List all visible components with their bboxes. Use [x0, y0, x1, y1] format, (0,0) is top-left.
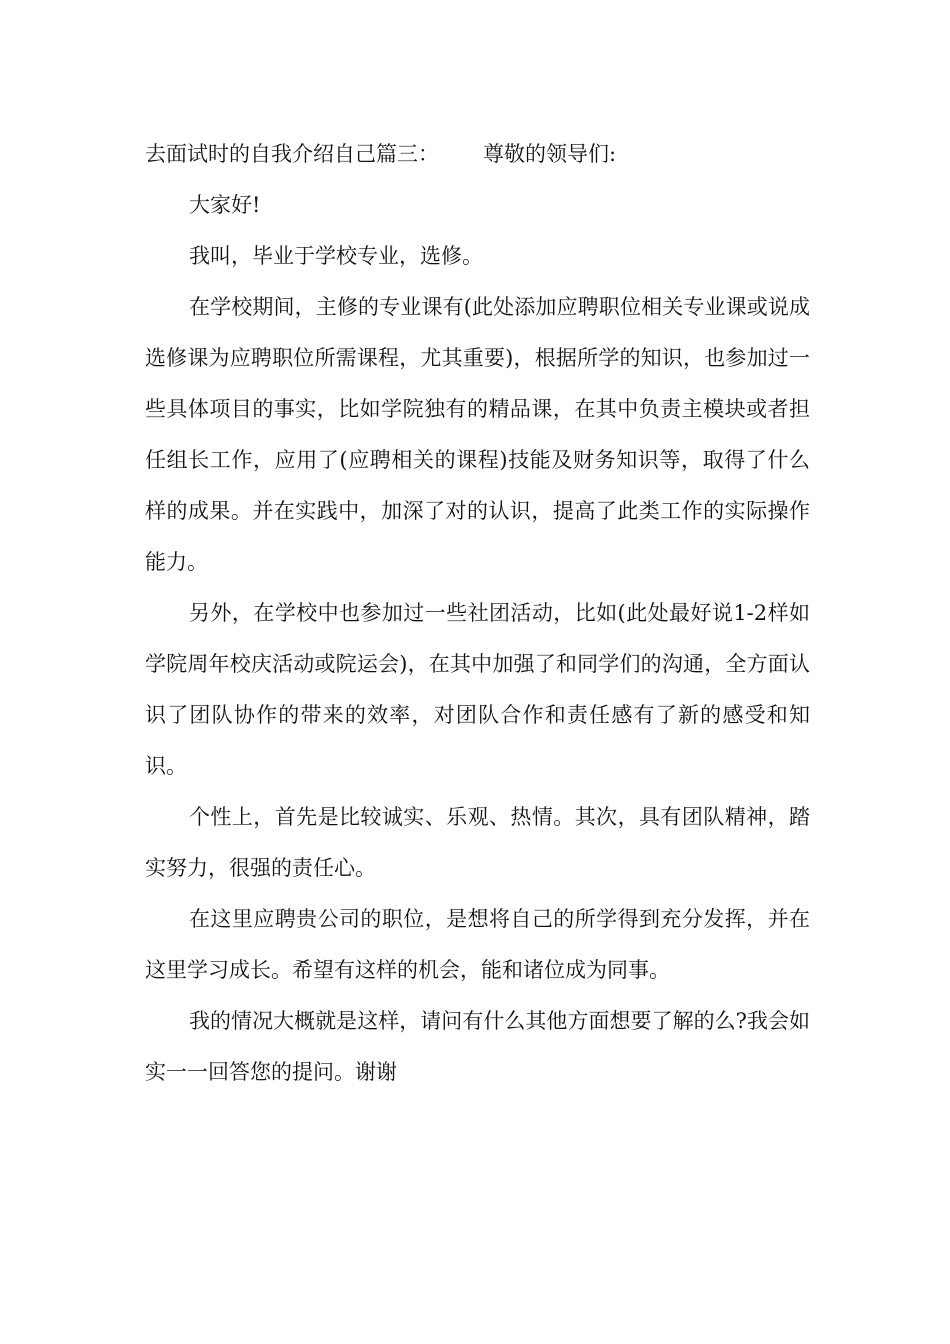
paragraph-study: 在学校期间，主修的专业课有(此处添加应聘职位相关专业课或说成选修课为应聘职位所需课程，尤其重要)，根据所学的知识，也参加过一些具体项目的事实，比如学院独有的精品课，在其中负责主模块或者担任组长工作，应用了(应聘相关的课程)技能及财务知识等，取得了什么样的成果。并在实践中，加深了对的认识，提高了此类工作的实际操作能力。 — [145, 295, 810, 574]
paragraph-activities: 另外，在学校中也参加过一些社团活动，比如(此处最好说1-2样如学院周年校庆活动或院运会)，在其中加强了和同学们的沟通，全方面认识了团队协作的带来的效率，对团队合作和责任感有了新的感受和知识。 — [145, 601, 810, 778]
paragraph-name: 我叫，毕业于学校专业，选修。 — [189, 244, 483, 268]
paragraph-motivation: 在这里应聘贵公司的职位，是想将自己的所学得到充分发挥，并在这里学习成长。希望有这样的机会，能和诸位成为同事。 — [145, 907, 810, 982]
document-body — [145, 129, 810, 1098]
heading-line — [145, 129, 810, 180]
paragraph-closing: 我的情况大概就是这样，请问有什么其他方面想要了解的么?我会如实一一回答您的提问。谢谢 — [145, 1009, 810, 1084]
document-heading: 去面试时的自我介绍自己篇三： — [145, 142, 439, 166]
paragraph-personality: 个性上，首先是比较诚实、乐观、热情。其次，具有团队精神，踏实努力，很强的责任心。 — [145, 805, 810, 880]
paragraph-greeting: 大家好! — [189, 193, 261, 217]
salutation: 尊敬的领导们: — [483, 142, 617, 166]
